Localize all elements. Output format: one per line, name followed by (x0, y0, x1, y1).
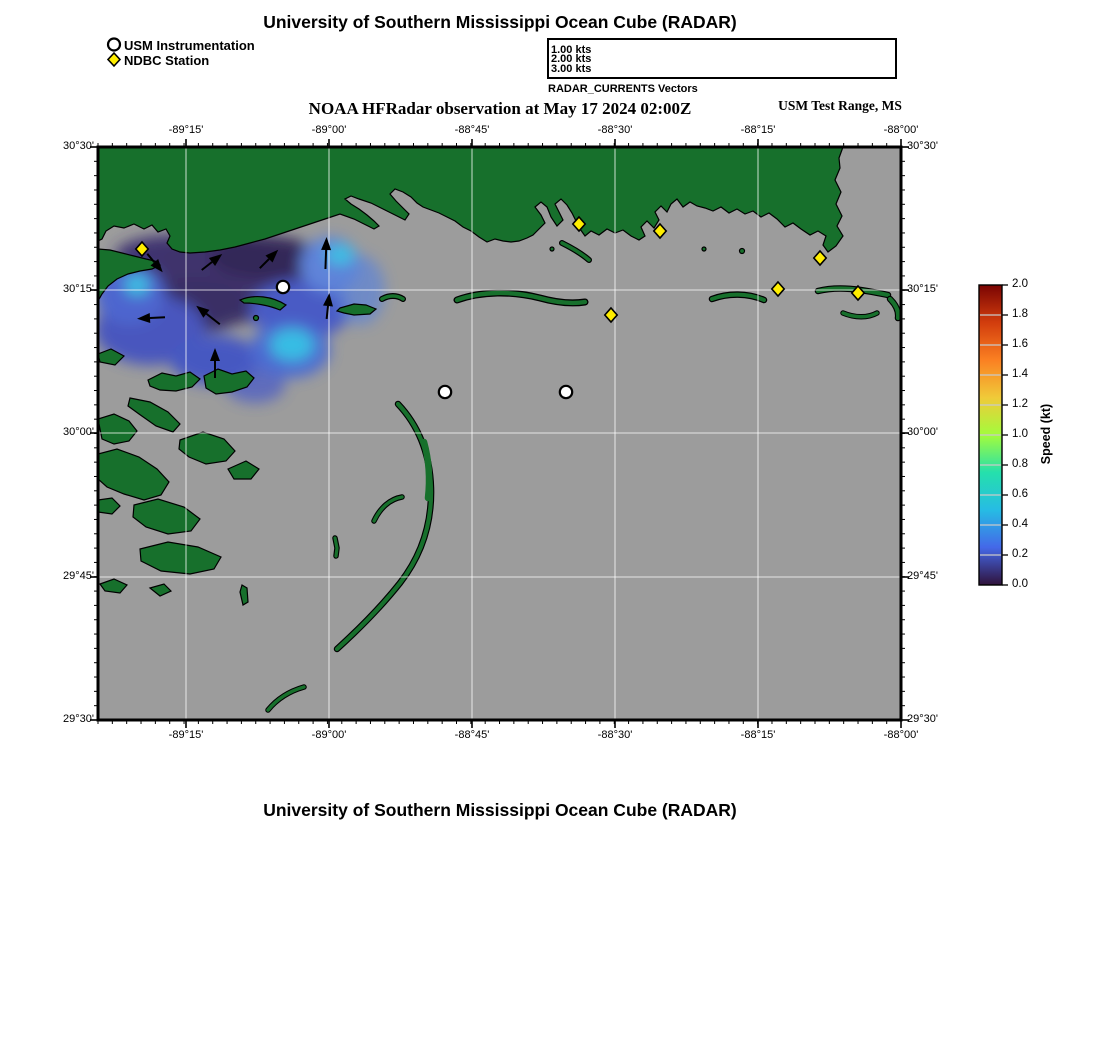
vectors-caption: RADAR_CURRENTS Vectors (548, 83, 698, 95)
legend-circle-marker (108, 39, 120, 51)
lon-tick-label-top: -89°15' (168, 124, 204, 136)
page-title-top: University of Southern Mississippi Ocean Cube (RADAR) (263, 12, 737, 32)
legend-diamond-marker (108, 53, 120, 66)
vector-tail (327, 306, 328, 319)
lat-tick-label-right: 30°15' (907, 283, 938, 295)
lon-tick-label-bottom: -89°00' (311, 729, 347, 741)
vector-tail (150, 317, 165, 318)
colorbar-tick-label: 0.2 (1012, 548, 1028, 560)
lon-tick-label-bottom: -88°45' (454, 729, 490, 741)
page-title-bottom: University of Southern Mississippi Ocean Cube (RADAR) (263, 800, 737, 820)
vector-tail (325, 250, 326, 269)
vector-scale-box (547, 38, 897, 79)
lat-tick-label-right: 29°30' (907, 713, 938, 725)
colorbar-tick-label: 0.8 (1012, 458, 1028, 470)
lon-tick-label-top: -88°00' (883, 124, 919, 136)
lon-tick-label-bottom: -88°00' (883, 729, 919, 741)
colorbar-tick-label: 1.0 (1012, 428, 1028, 440)
scale-row-label: 2.00 kts (551, 53, 592, 66)
colorbar-tick-label: 1.4 (1012, 368, 1028, 380)
colorbar-tick-label: 0.6 (1012, 488, 1028, 500)
range-label: USM Test Range, MS (778, 98, 902, 113)
colorbar-tick-label: 1.2 (1012, 398, 1028, 410)
lat-tick-label-left: 29°30' (63, 713, 94, 725)
lat-tick-label-right: 30°30' (907, 140, 938, 152)
usm-instrumentation-marker (439, 386, 451, 398)
usm-instrumentation-marker (277, 281, 289, 293)
legend-item-usm (124, 38, 255, 53)
lon-tick-label-top: -88°45' (454, 124, 490, 136)
legend-ndbc-label: NDBC Station (124, 53, 210, 68)
lat-tick-label-right: 30°00' (907, 426, 938, 438)
legend-usm-label: USM Instrumentation (124, 38, 255, 53)
lat-tick-label-left: 30°30' (63, 140, 94, 152)
lat-tick-label-left: 30°00' (63, 426, 94, 438)
legend-item-ndbc (124, 53, 209, 68)
colorbar-tick-label: 2.0 (1012, 278, 1028, 290)
colorbar-tick-label: 1.6 (1012, 338, 1028, 350)
observation-title: NOAA HFRadar observation at May 17 2024 02:00Z (308, 99, 692, 118)
usm-instrumentation-marker (560, 386, 572, 398)
lon-tick-label-bottom: -88°15' (740, 729, 776, 741)
lat-tick-label-left: 29°45' (63, 570, 94, 582)
colorbar-tick-label: 1.8 (1012, 308, 1028, 320)
colorbar-tick-label: 0.0 (1012, 578, 1028, 590)
scale-row-label: 3.00 kts (551, 62, 592, 75)
colorbar (979, 285, 1008, 585)
colorbar-axis-label: Speed (kt) (1039, 403, 1053, 465)
lon-tick-label-bottom: -88°30' (597, 729, 633, 741)
lat-tick-label-right: 29°45' (907, 570, 938, 582)
lon-tick-label-top: -88°15' (740, 124, 776, 136)
scale-row-label: 1.00 kts (551, 43, 592, 56)
lon-tick-label-top: -89°00' (311, 124, 347, 136)
lon-tick-label-bottom: -89°15' (168, 729, 204, 741)
lon-tick-label-top: -88°30' (597, 124, 633, 136)
lat-tick-label-left: 30°15' (63, 283, 94, 295)
colorbar-tick-label: 0.4 (1012, 518, 1028, 530)
